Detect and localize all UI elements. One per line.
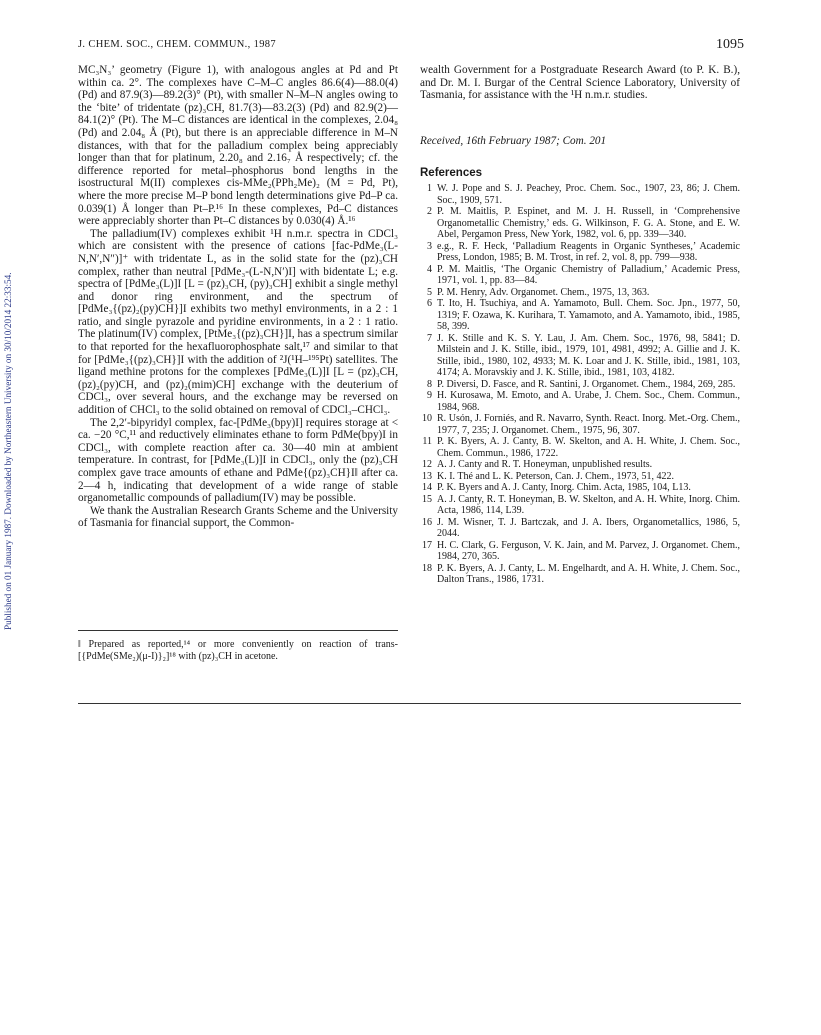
reference-text: H. Kurosawa, M. Emoto, and A. Urabe, J. Chem. Soc., Chem. Commun., 1984, 968. (437, 390, 740, 413)
reference-item (420, 494, 740, 517)
reference-text: A. J. Canty and R. T. Honeyman, unpublished results. (437, 459, 653, 470)
page-number: 1095 (716, 37, 744, 52)
reference-number: 10 (422, 413, 432, 424)
left-column (78, 64, 398, 530)
reference-text: P. K. Byers, A. J. Canty, L. M. Engelhardt, and A. H. White, J. Chem. Soc., Dalton Trans., 1986, 1731. (437, 562, 740, 585)
reference-number: 17 (422, 539, 432, 551)
body-paragraph: MC₃N₃’ geometry (Figure 1), with analogous angles at Pd and Pt within ca. 2°. The complexes have C–M–C angles 86.6(4)—88.0(4) (Pd) and 87.9(3)—89.2(3)° (Pt), with smaller N–M–N angles owing to the ‘bite’ of tridentate (pz)₃CH, 81.7(3)—83.2(3) (Pd) and 82.9(2)—84.1(2)° (Pt). The M–C distances are identical in the complexes, 2.04₈ (Pd) and 2.04₈ Å (Pt), but there is an appreciable difference in M–N distances, with that for the palladium complex being appreciably longer than that for platinum, 2.20₈ and 2.16₇ Å respectively; cf. the difference reported for metal–phosphorus bond lengths in the isostructural M(II) complexes cis-MMe₂(PPh₂Me)₂ (M = Pd, Pt), where the more precise M–P bond length determinations give Pd–P ca. 0.039(1) Å longer than Pt–P.¹⁶ In these complexes, Pd–C distances were appreciably shorter than Pt–C distances by 0.030(4) Å.¹⁶ (78, 64, 398, 228)
reference-number: 8 (427, 378, 432, 390)
reference-number: 14 (422, 482, 432, 493)
reference-number: 7 (427, 332, 432, 344)
body-paragraph: The palladium(IV) complexes exhibit ¹H n.m.r. spectra in CDCl₃ which are consistent with the presence of cations [fac-PdMe₃(L-N,N′,N″)]⁺ with tridentate L, as in the solid state for the (pz)₃CH complex, rather than neutral [PdMe₃-(L-N,N′)I] with bidentate L; e.g. spectra of [PdMe₃(L)]I [L = (pz)₃CH, (py)₃CH] exhibit a single methyl and donor ring environment, and the spectrum of [PdMe₃{(pz)₂(py)CH}]I exhibits two methyl environments, in a 2 : 1 ratio, and single pyrazole and pyridine environments, in a 2 : 1 ratio. The platinum(IV) complex, [PtMe₃{(pz)₃CH}]I, has a spectrum similar to that reported for the hexafluorophosphate salt,¹⁷ and similar to that for [PdMe₃{(pz)₃CH}]I with the addition of ²J(¹H–¹⁹⁵Pt) satellites. The ligand methine protons for the complexes [PdMe₃(L)]I [L = (pz)₃CH, (pz)₂(py)CH, and (pz)₂(mim)CH] exchange with the deuterium of CDCl₃, over several hours, and the exchange may be reversed on addition of CHCl₃ to the solid obtained on removal of CDCl₃–CHCl₃. (78, 227, 398, 417)
reference-number: 3 (427, 240, 432, 252)
references-list (420, 183, 740, 586)
reference-text: K. I. Thé and L. K. Peterson, Can. J. Chem., 1973, 51, 422. (437, 470, 675, 482)
reference-item (420, 436, 740, 459)
reference-item (420, 459, 740, 471)
reference-number: 16 (422, 516, 432, 528)
reference-text: P. M. Maitlis, ‘The Organic Chemistry of Palladium,’ Academic Press, 1971, vol. 1, pp. 83—84. (437, 263, 740, 286)
reference-item (420, 563, 740, 586)
reference-item (420, 517, 740, 540)
reference-text: P. K. Byers, A. J. Canty, B. W. Skelton, and A. H. White, J. Chem. Soc., Chem. Commun., 1986, 1722. (437, 436, 740, 459)
reference-item (420, 298, 740, 333)
footnote: ‖ Prepared as reported,¹⁴ or more conveniently on reaction of trans-[{PdMe(SMe₂)(μ-I)}₂]¹⁸ with (pz)₃CH in acetone. (78, 639, 398, 662)
running-header: J. CHEM. SOC., CHEM. COMMUN., 1987 (78, 39, 277, 50)
reference-text: T. Ito, H. Tsuchiya, and A. Yamamoto, Bull. Chem. Soc. Jpn., 1977, 50, 1319; F. Ozawa, K. Kurihara, T. Yamamoto, and A. Yamamoto, ibid., 1985, 58, 399. (437, 298, 740, 332)
reference-item (420, 333, 740, 379)
reference-text: A. J. Canty, R. T. Honeyman, B. W. Skelton, and A. H. White, Inorg. Chim. Acta, 1986, 114, L39. (437, 493, 740, 516)
reference-number: 2 (427, 206, 432, 217)
download-watermark[interactable] (1, 205, 15, 630)
reference-text: W. J. Pope and S. J. Peachey, Proc. Chem. Soc., 1907, 23, 86; J. Chem. Soc., 1909, 571. (437, 183, 740, 206)
reference-number: 12 (422, 459, 432, 470)
reference-number: 4 (427, 263, 432, 275)
reference-text: P. M. Maitlis, P. Espinet, and M. J. H. Russell, in ‘Comprehensive Organometallic Chemistry,’ eds. G. Wilkinson, F. G. A. Stone, and E. W. Abel, Pergamon Press, New York, 1982, vol. 6, pp. 339—340. (437, 206, 740, 240)
right-column (420, 64, 740, 102)
reference-text: e.g., R. F. Heck, ‘Palladium Reagents in Organic Syntheses,’ Academic Press, London, 1985; B. M. Trost, in ref. 2, vol. 8, pp. 799—938. (437, 240, 740, 263)
references-heading: References (420, 167, 483, 179)
footnote-divider (78, 630, 398, 631)
reference-item (420, 413, 740, 436)
reference-number: 1 (427, 183, 432, 194)
acknowledgements: We thank the Australian Research Grants Scheme and the University of Tasmania for financial support, the Common- (78, 504, 398, 530)
reference-item (420, 379, 740, 391)
reference-text: P. Diversi, D. Fasce, and R. Santini, J. Organomet. Chem., 1984, 269, 285. (437, 378, 736, 390)
reference-number: 5 (427, 286, 432, 298)
reference-item (420, 287, 740, 299)
reference-text: R. Usón, J. Forniés, and R. Navarro, Synth. React. Inorg. Met.-Org. Chem., 1977, 7, 235; J. Organomet. Chem., 1975, 96, 307. (437, 413, 740, 436)
download-watermark-text[interactable]: Published on 01 January 1987. Downloaded by Northeastern University on 30/10/2014 22:33:54. (3, 272, 13, 630)
reference-item (420, 264, 740, 287)
reference-number: 15 (422, 493, 432, 505)
reference-text: P. M. Henry, Adv. Organomet. Chem., 1975, 13, 363. (437, 286, 650, 298)
reference-number: 9 (427, 390, 432, 401)
reference-item (420, 471, 740, 483)
reference-item (420, 482, 740, 494)
reference-text: H. C. Clark, G. Ferguson, V. K. Jain, and M. Parvez, J. Organomet. Chem., 1984, 270, 365. (437, 539, 740, 562)
reference-item (420, 183, 740, 206)
reference-item (420, 206, 740, 241)
reference-text: P. K. Byers and A. J. Canty, Inorg. Chim. Acta, 1985, 104, L13. (437, 482, 691, 493)
reference-text: J. M. Wisner, T. J. Bartczak, and J. A. Ibers, Organometallics, 1986, 5, 2044. (437, 516, 740, 539)
reference-number: 18 (422, 562, 432, 574)
reference-text: J. K. Stille and K. S. Y. Lau, J. Am. Chem. Soc., 1976, 98, 5841; D. Milstein and J. K. Stille, ibid., 1979, 101, 4981, 4992; A. Gillie and J. K. Stille, ibid., 1980, 102, 4933; M. K. Loar and J. K. Stille, ibid., 1981, 103, 4174; A. Moravskiy and J. K. Stille, ibid., 1981, 103, 4182. (437, 332, 740, 378)
reference-number: 11 (422, 436, 432, 447)
reference-item (420, 390, 740, 413)
reference-item (420, 540, 740, 563)
acknowledgements-continued: wealth Government for a Postgraduate Research Award (to P. K. B.), and Dr. M. I. Burgar of the Central Science Laboratory, University of Tasmania, for assistance with the ¹H n.m.r. studies. (420, 64, 740, 102)
received-date: Received, 16th February 1987; Com. 201 (420, 135, 607, 147)
reference-number: 6 (427, 298, 432, 309)
reference-number: 13 (422, 470, 432, 482)
page-bottom-rule (78, 703, 741, 704)
reference-item (420, 241, 740, 264)
body-paragraph: The 2,2′-bipyridyl complex, fac-[PdMe₃(bpy)I] requires storage at < ca. −20 °C,¹¹ and reductively eliminates ethane to form PdMe(bpy)I in CDCl₃, with complete reaction after ca. 30—40 min at ambient temperature. In contrast, for [PdMe₃(L)]I in CDCl₃, only the (pz)₃CH complex gave trace amounts of ethane and PdMe{(pz)₃CH}I‖ after ca. 2—4 h, indicating that development of a wide range of stable organometallic compounds of palladium(IV) may be possible. (78, 416, 398, 505)
